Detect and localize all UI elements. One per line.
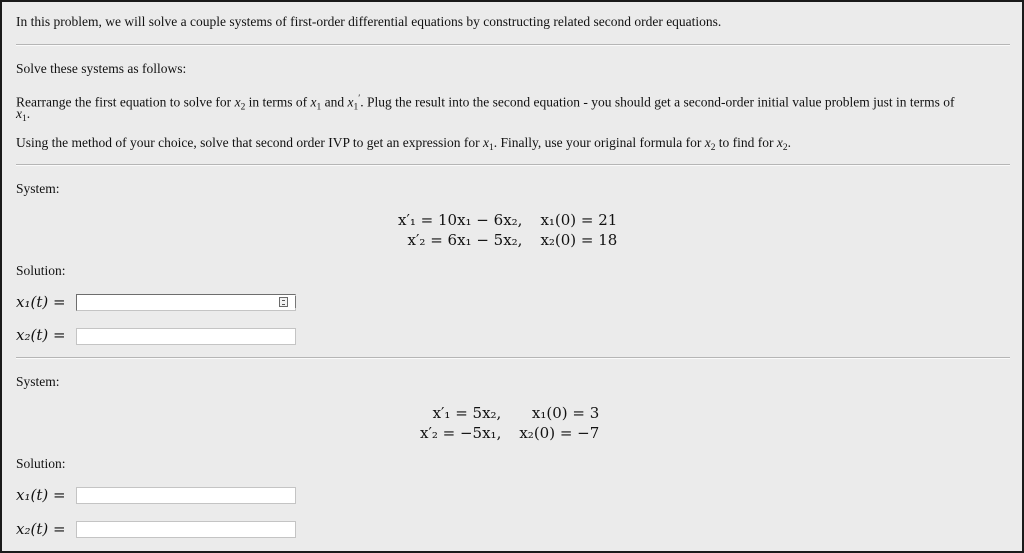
system-1-eq2: x′₂ = 6x₁ − 5x₂, <box>407 231 523 249</box>
system-2-ic2: x₂(0) = −7 <box>519 424 600 442</box>
divider <box>16 357 1010 359</box>
system-2-eq2: x′₂ = −5x₁, <box>420 424 502 442</box>
instructions-heading: Solve these systems as follows: <box>16 61 187 76</box>
divider <box>16 44 1010 46</box>
system-2-x1-label: x₁(t) = <box>16 486 66 504</box>
input-cursor-mark <box>295 296 296 308</box>
system-1-ic1: x₁(0) = 21 <box>540 211 618 229</box>
system-1-x1-label: x₁(t) = <box>16 293 66 311</box>
system-2-x2-input[interactable] <box>76 521 296 538</box>
system-2-equations <box>420 403 599 443</box>
system-2-label: System: <box>16 374 60 389</box>
system-2-ic1: x₁(0) = 3 <box>531 404 600 422</box>
system-1-label: System: <box>16 181 60 196</box>
system-2-x1-input[interactable] <box>76 487 296 504</box>
instruction-step-1-cont: $x_1$. <box>16 106 31 124</box>
system-1-solution-label: Solution: <box>16 263 66 278</box>
system-1-x2-input[interactable] <box>76 328 296 345</box>
system-2-solution-label: Solution: <box>16 456 66 471</box>
system-1-equations <box>398 210 617 250</box>
divider <box>16 164 1010 166</box>
math-keyboard-icon[interactable] <box>279 297 288 307</box>
system-2-eq1: x′₁ = 5x₂, <box>432 404 502 422</box>
instruction-step-2: Using the method of your choice, solve that second order IVP to get an expression for $x_1$. Finally, use your original formula for $x_2$ to find for $x_2$. <box>16 135 792 153</box>
intro-text: In this problem, we will solve a couple systems of first-order differential equations by constructing related second order equations. <box>16 14 722 29</box>
system-2-x2-label: x₂(t) = <box>16 520 66 538</box>
instruction-step-1: Rearrange the first equation to solve for $x_2$ in terms of $x_1$ and $x_1'$. Plug the result into the second equation - you should get a second-order initial value problem just in terms of <box>16 94 955 113</box>
system-1-x2-label: x₂(t) = <box>16 326 66 344</box>
system-1-eq1: x′₁ = 10x₁ − 6x₂, <box>398 211 523 229</box>
system-1-ic2: x₂(0) = 18 <box>540 231 618 249</box>
system-1-x1-input[interactable] <box>76 294 296 311</box>
